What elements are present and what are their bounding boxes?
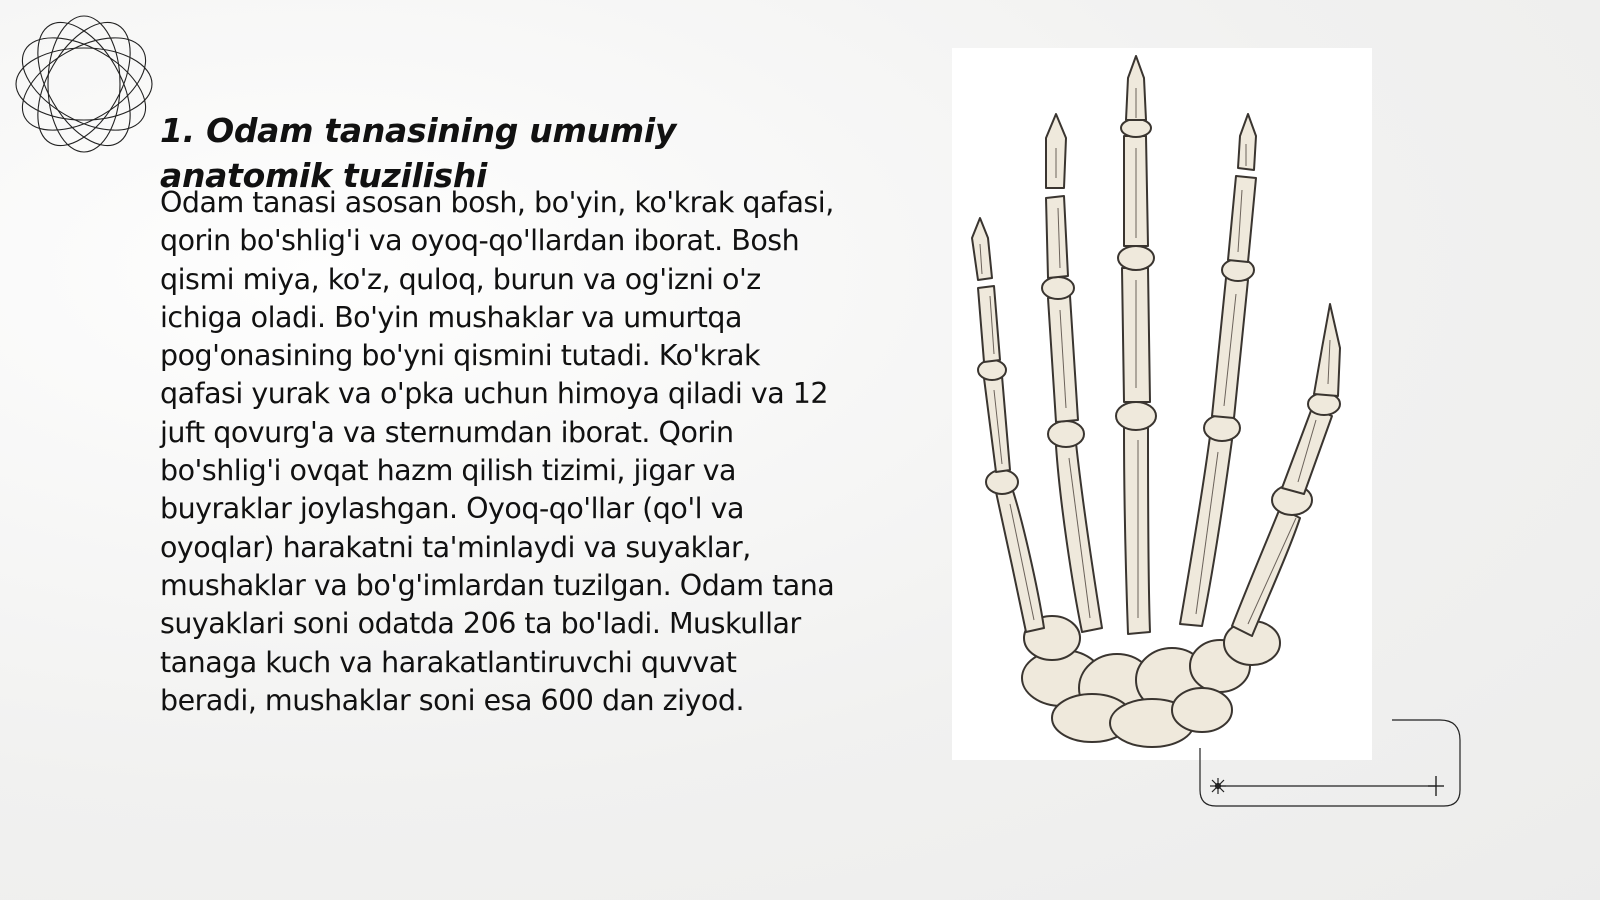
body-paragraph: Odam tanasi asosan bosh, bo'yin, ko'krak qafasi, qorin bo'shlig'i va oyoq-qo'llardan iborat. Bosh qismi miya, ko'z, quloq, burun va og'izni o'z ichiga oladi. Bo'yin mushaklar va umurtqa pog'onasining bo'yni qismini tutadi. Ko'krak qafasi yurak va o'pka uchun himoya qiladi va 12 juft qovurg'a va sternumdan iborat. Qorin bo'shlig'i ovqat hazm qilish tizimi, jigar va buyraklar joylashgan. Oyoq-qo'llar (qo'l va oyoqlar) harakatni ta'minlaydi va suyaklar, mushaklar va bo'g'imlardan tuzilgan. Odam tana suyaklari soni odatda 206 ta bo'ladi. Muskullar tanaga kuch va harakatlantiruvchi quvvat beradi, mushaklar soni esa 600 dan ziyod. xyxy=(160,186,835,717)
index-finger xyxy=(1180,114,1256,626)
ring-finger xyxy=(1042,114,1102,632)
decorative-frame xyxy=(1192,718,1464,810)
cross-star-icon xyxy=(1428,776,1444,796)
little-finger xyxy=(972,218,1044,632)
hand-skeleton-illustration xyxy=(952,48,1372,760)
slide-title: 1. Odam tanasining umumiy anatomik tuzilishi xyxy=(160,111,677,195)
circle-rosette-icon xyxy=(10,10,158,158)
sparkle-star-icon xyxy=(1210,778,1226,794)
thumb xyxy=(1232,304,1340,636)
